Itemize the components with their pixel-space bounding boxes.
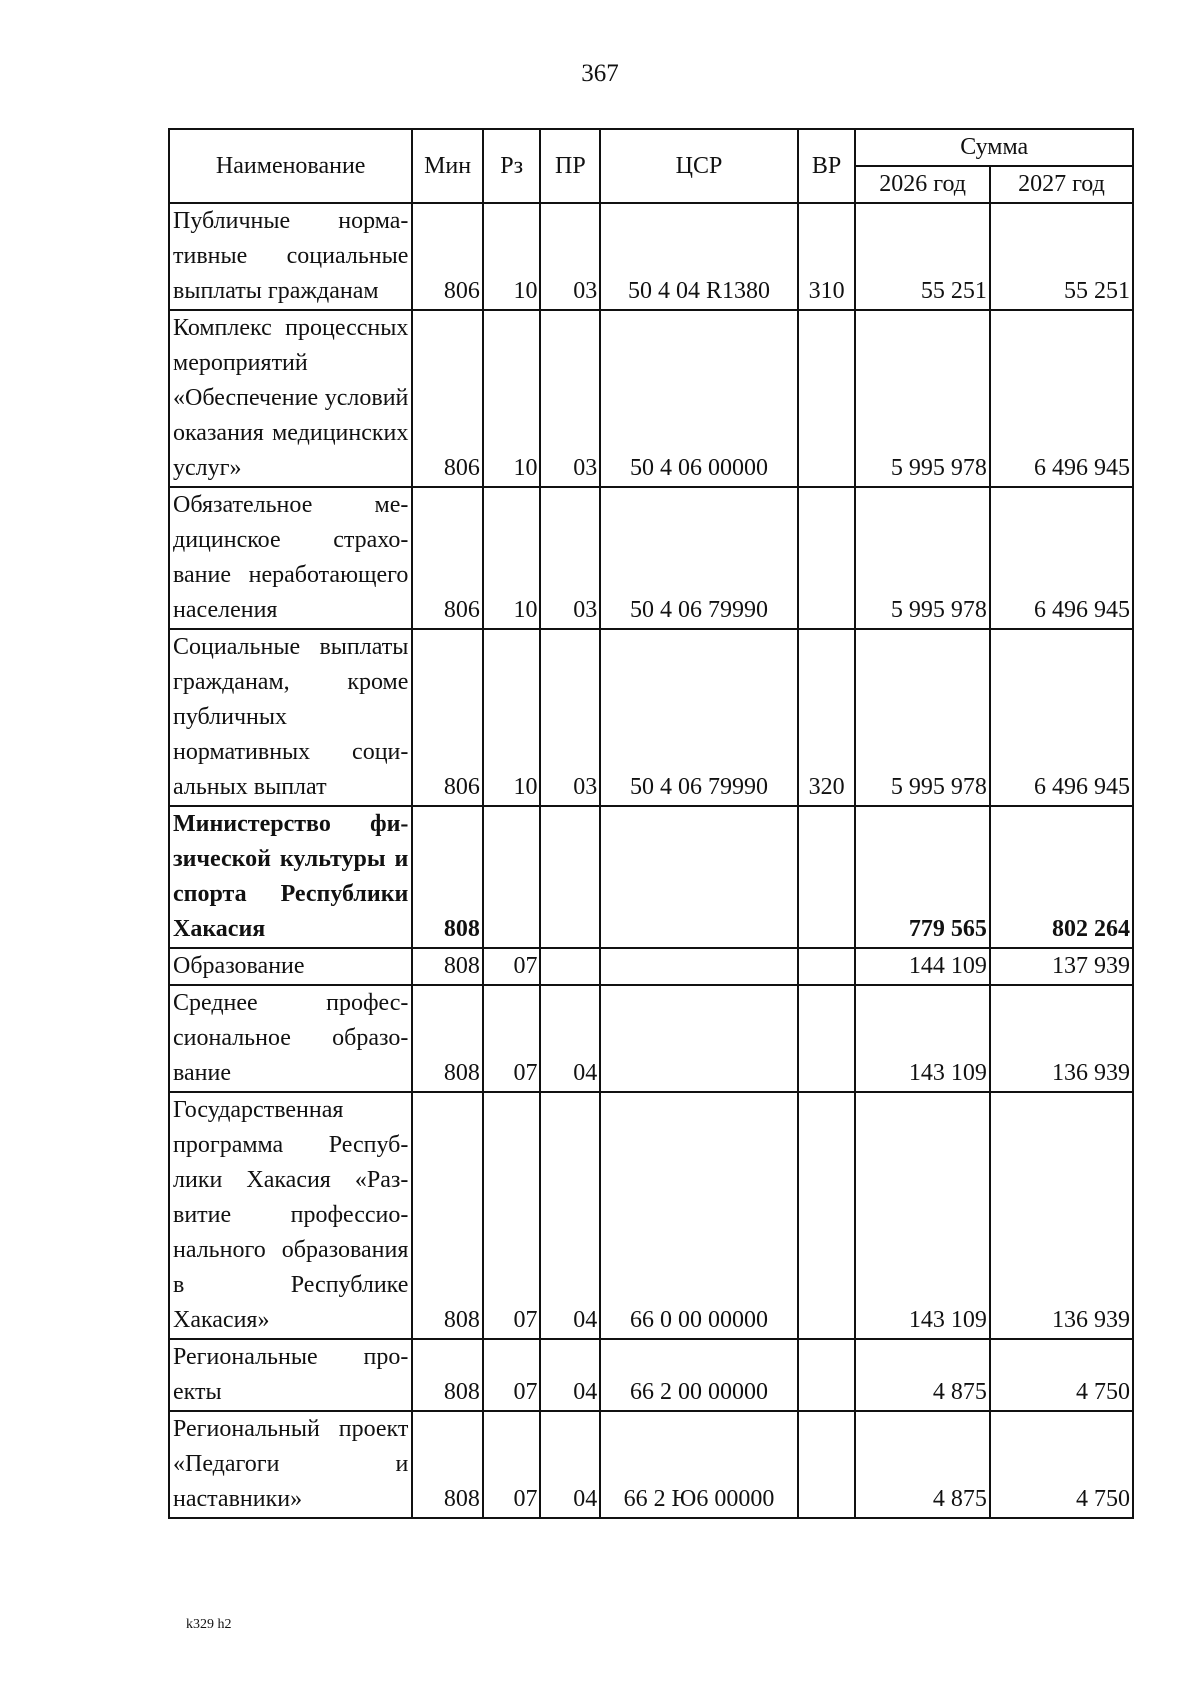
cell-sum-2027: 137 939 [990, 948, 1133, 985]
cell-name: Среднее профессиональное образование [169, 985, 412, 1092]
cell-pr: 03 [540, 310, 600, 487]
cell-pr: 03 [540, 203, 600, 310]
cell-sum-2026: 4 875 [855, 1411, 990, 1518]
cell-rz: 10 [483, 310, 541, 487]
cell-rz: 07 [483, 1411, 541, 1518]
cell-min: 808 [412, 1339, 482, 1411]
header-name: Наименование [169, 129, 412, 203]
cell-sum-2026: 779 565 [855, 806, 990, 948]
cell-name: Публичные нормативные социальные выплаты гражданам [169, 203, 412, 310]
cell-sum-2027: 6 496 945 [990, 310, 1133, 487]
header-rz: Рз [483, 129, 541, 203]
cell-name: Образование [169, 948, 412, 985]
cell-sum-2026: 143 109 [855, 1092, 990, 1339]
cell-min: 808 [412, 806, 482, 948]
cell-csr: 66 0 00 00000 [600, 1092, 797, 1339]
cell-sum-2027: 4 750 [990, 1411, 1133, 1518]
cell-sum-2027: 136 939 [990, 985, 1133, 1092]
header-sum: Сумма [855, 129, 1133, 166]
cell-name: Государственная программа Республики Хакасия «Развитие профессионального образования в Республике Хакасия» [169, 1092, 412, 1339]
table-row [169, 806, 1133, 948]
cell-sum-2026: 4 875 [855, 1339, 990, 1411]
cell-sum-2027: 55 251 [990, 203, 1133, 310]
cell-sum-2027: 136 939 [990, 1092, 1133, 1339]
cell-csr: 66 2 00 00000 [600, 1339, 797, 1411]
cell-min: 808 [412, 985, 482, 1092]
cell-vr [798, 1092, 856, 1339]
cell-csr [600, 806, 797, 948]
footer-code: k329 h2 [186, 1617, 232, 1632]
cell-rz [483, 806, 541, 948]
cell-sum-2027: 802 264 [990, 806, 1133, 948]
table-row [169, 203, 1133, 310]
cell-pr: 03 [540, 629, 600, 806]
cell-vr [798, 487, 856, 629]
table-row [169, 487, 1133, 629]
cell-sum-2026: 5 995 978 [855, 487, 990, 629]
cell-csr: 50 4 06 79990 [600, 629, 797, 806]
cell-vr [798, 985, 856, 1092]
header-vr: ВР [798, 129, 856, 203]
cell-pr [540, 806, 600, 948]
cell-sum-2026: 144 109 [855, 948, 990, 985]
cell-sum-2026: 5 995 978 [855, 310, 990, 487]
cell-vr [798, 310, 856, 487]
cell-pr [540, 948, 600, 985]
cell-sum-2027: 6 496 945 [990, 487, 1133, 629]
cell-pr: 04 [540, 985, 600, 1092]
cell-name: Социальные выплаты гражданам, кроме публичных нормативных социальных выплат [169, 629, 412, 806]
table-row [169, 629, 1133, 806]
cell-csr [600, 948, 797, 985]
cell-name: Обязательное медицинское страхование неработающего населения [169, 487, 412, 629]
cell-min: 806 [412, 203, 482, 310]
cell-name: Комплекс процессных мероприятий «Обеспечение условий оказания медицинских услуг» [169, 310, 412, 487]
cell-vr [798, 806, 856, 948]
header-csr: ЦСР [600, 129, 797, 203]
cell-min: 806 [412, 487, 482, 629]
table-row [169, 948, 1133, 985]
cell-sum-2026: 5 995 978 [855, 629, 990, 806]
cell-rz: 07 [483, 1092, 541, 1339]
cell-vr [798, 948, 856, 985]
table-row [169, 310, 1133, 487]
cell-pr: 04 [540, 1411, 600, 1518]
cell-vr [798, 1339, 856, 1411]
cell-csr: 50 4 06 79990 [600, 487, 797, 629]
cell-rz: 07 [483, 948, 541, 985]
cell-vr: 310 [798, 203, 856, 310]
cell-name: Региональные проекты [169, 1339, 412, 1411]
cell-min: 808 [412, 1411, 482, 1518]
cell-rz: 10 [483, 629, 541, 806]
header-pr: ПР [540, 129, 600, 203]
cell-csr: 66 2 Ю6 00000 [600, 1411, 797, 1518]
budget-table [168, 128, 1134, 1519]
table-row [169, 1092, 1133, 1339]
cell-name: Министерство физической культуры и спорта Республики Хакасия [169, 806, 412, 948]
cell-name: Региональный проект «Педагоги и наставники» [169, 1411, 412, 1518]
table-header [169, 129, 1133, 203]
cell-sum-2026: 55 251 [855, 203, 990, 310]
table-row [169, 1339, 1133, 1411]
cell-vr: 320 [798, 629, 856, 806]
table-row [169, 985, 1133, 1092]
cell-sum-2027: 4 750 [990, 1339, 1133, 1411]
table-row [169, 1411, 1133, 1518]
cell-min: 808 [412, 948, 482, 985]
cell-csr: 50 4 06 00000 [600, 310, 797, 487]
cell-vr [798, 1411, 856, 1518]
cell-sum-2027: 6 496 945 [990, 629, 1133, 806]
cell-csr: 50 4 04 R1380 [600, 203, 797, 310]
cell-min: 806 [412, 629, 482, 806]
cell-rz: 07 [483, 1339, 541, 1411]
table-body [169, 203, 1133, 1518]
header-year-2027: 2027 год [990, 166, 1133, 203]
cell-min: 808 [412, 1092, 482, 1339]
cell-rz: 07 [483, 985, 541, 1092]
cell-csr [600, 985, 797, 1092]
cell-pr: 04 [540, 1092, 600, 1339]
cell-pr: 04 [540, 1339, 600, 1411]
page-number: 367 [581, 60, 619, 87]
cell-min: 806 [412, 310, 482, 487]
cell-rz: 10 [483, 487, 541, 629]
cell-pr: 03 [540, 487, 600, 629]
cell-rz: 10 [483, 203, 541, 310]
header-year-2026: 2026 год [855, 166, 990, 203]
header-min: Мин [412, 129, 482, 203]
cell-sum-2026: 143 109 [855, 985, 990, 1092]
